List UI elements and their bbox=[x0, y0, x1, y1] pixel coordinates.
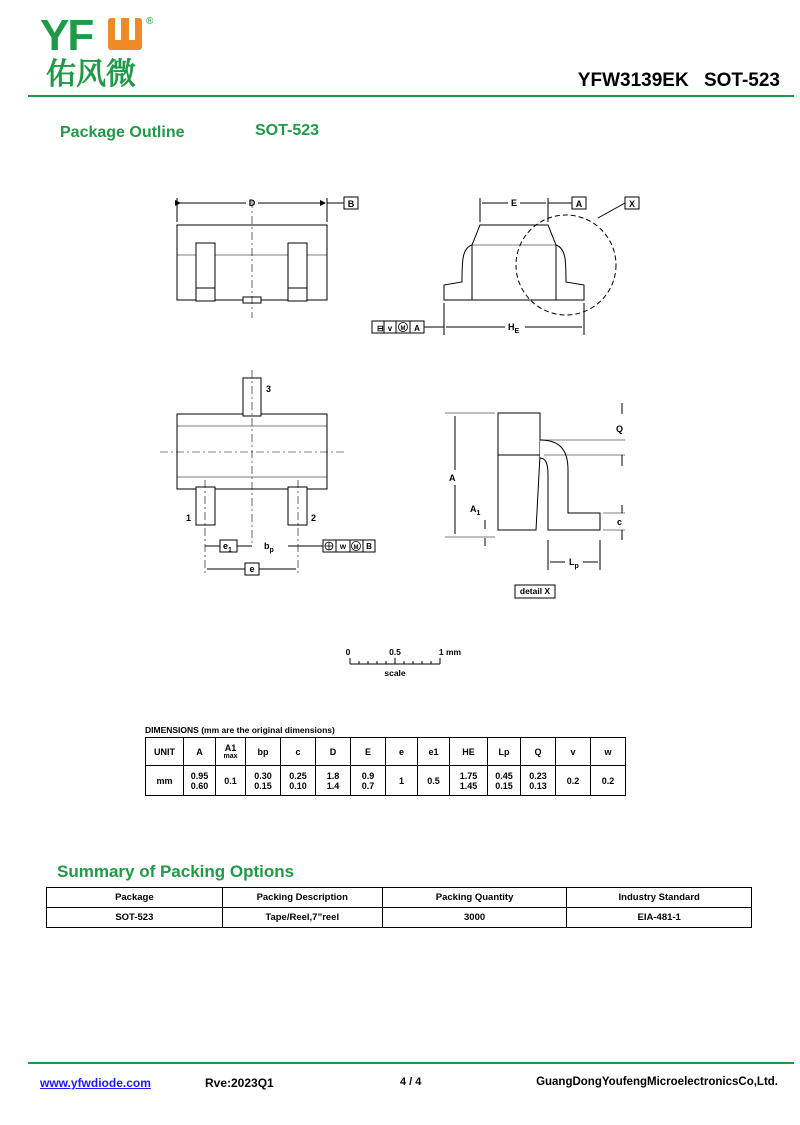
website-link[interactable]: www.yfwdiode.com bbox=[40, 1076, 151, 1090]
value-min: 0.7 bbox=[361, 780, 375, 791]
dimensions-header-row bbox=[146, 738, 626, 766]
datum-a: A bbox=[575, 199, 583, 209]
dim-label-a1: $A_1$ bbox=[470, 504, 481, 517]
value-max: 0.9 bbox=[361, 770, 375, 781]
header-cell: E bbox=[351, 738, 386, 766]
dim-label-he: $H_E$ bbox=[508, 322, 520, 335]
header-a1-label: A1 bbox=[224, 743, 237, 753]
header-cell: e1 bbox=[418, 738, 450, 766]
value-max: 1.75 bbox=[459, 770, 478, 781]
tol-a: A bbox=[414, 324, 420, 333]
value-min: 0.15 bbox=[254, 780, 272, 791]
value-max: 0.23 bbox=[529, 770, 547, 781]
value-min: 0.15 bbox=[495, 780, 513, 791]
header-a1-note: max bbox=[223, 753, 238, 760]
header-cell: Packing Quantity bbox=[382, 888, 567, 908]
logo-chinese: 佑风微 bbox=[46, 58, 136, 90]
value-max: 0.25 bbox=[289, 770, 307, 781]
dimensions-caption: DIMENSIONS (mm are the original dimensions) bbox=[145, 725, 335, 735]
header-cell: bp bbox=[246, 738, 281, 766]
registered-mark: ® bbox=[146, 16, 154, 27]
dim-label-e1: $e_1$ bbox=[223, 541, 232, 554]
side-view bbox=[372, 197, 639, 335]
value-cell bbox=[316, 766, 351, 796]
dim-label-e-pitch: e bbox=[249, 564, 255, 574]
scale-bar bbox=[350, 658, 440, 664]
dim-label-d: D bbox=[248, 198, 256, 208]
value-cell bbox=[351, 766, 386, 796]
dim-label-lp: $L_p$ bbox=[569, 557, 579, 570]
header-cell: Industry Standard bbox=[567, 888, 752, 908]
value-max: 0.45 bbox=[495, 770, 513, 781]
header-cell: v bbox=[556, 738, 591, 766]
detail-ref-x: X bbox=[628, 199, 636, 209]
header-cell: D bbox=[316, 738, 351, 766]
outline-package: SOT-523 bbox=[255, 122, 320, 139]
value-min: 0.13 bbox=[529, 780, 547, 791]
packing-row bbox=[47, 908, 752, 928]
header-cell: HE bbox=[450, 738, 488, 766]
pin-2-label: 2 bbox=[311, 513, 317, 523]
packing-cell: 3000 bbox=[382, 908, 567, 928]
tol-b: B bbox=[366, 542, 372, 551]
value-min: 1.4 bbox=[326, 780, 340, 791]
scale-tick-0: 0 bbox=[345, 647, 351, 657]
header-divider bbox=[28, 95, 794, 97]
dim-label-c: c bbox=[617, 517, 623, 527]
packing-title: Summary of Packing Options bbox=[57, 862, 295, 881]
logo-letters-yf: YF bbox=[40, 11, 93, 60]
value-min: 1.45 bbox=[459, 780, 478, 791]
value-cell bbox=[488, 766, 521, 796]
tol-w: w bbox=[339, 542, 347, 551]
header-cell: A bbox=[184, 738, 216, 766]
footer-divider bbox=[28, 1062, 794, 1064]
packing-table bbox=[46, 887, 752, 928]
header-cell: Lp bbox=[488, 738, 521, 766]
tol-m-side: M bbox=[400, 326, 406, 332]
value-cell bbox=[281, 766, 316, 796]
value-cell: 0.5 bbox=[418, 766, 450, 796]
header-cell: c bbox=[281, 738, 316, 766]
value-cell: 0.2 bbox=[556, 766, 591, 796]
value-max: 0.30 bbox=[254, 770, 272, 781]
value-cell bbox=[184, 766, 216, 796]
packing-cell: Tape/Reel,7”reel bbox=[222, 908, 382, 928]
value-cell bbox=[450, 766, 488, 796]
logo-w-mark bbox=[108, 18, 142, 50]
header-cell: Package bbox=[47, 888, 223, 908]
value-min: 0.10 bbox=[289, 780, 307, 791]
header-cell: UNIT bbox=[146, 738, 184, 766]
company-name: GuangDongYoufengMicroelectronicsCo,Ltd. bbox=[536, 1076, 778, 1088]
parallel-icon: ⊟ bbox=[377, 324, 384, 333]
value-cell: 0.2 bbox=[591, 766, 626, 796]
header-cell: Packing Description bbox=[222, 888, 382, 908]
value-min: 0.60 bbox=[190, 780, 209, 791]
header-cell: w bbox=[591, 738, 626, 766]
dim-label-e: E bbox=[510, 198, 518, 208]
scale-tick-1mm: 1 mm bbox=[438, 647, 462, 657]
dim-label-a: A bbox=[449, 473, 456, 483]
unit-cell: mm bbox=[146, 766, 184, 796]
value-cell bbox=[521, 766, 556, 796]
header-cell: e bbox=[386, 738, 418, 766]
packing-cell: EIA-481-1 bbox=[567, 908, 752, 928]
top-view bbox=[177, 197, 358, 318]
page-number: 4 / 4 bbox=[400, 1076, 422, 1088]
value-cell: 0.1 bbox=[216, 766, 246, 796]
value-cell: 1 bbox=[386, 766, 418, 796]
outline-title: Package Outline bbox=[60, 124, 185, 141]
part-title: YFW3139EK SOT-523 bbox=[577, 70, 780, 91]
datum-b: B bbox=[347, 199, 355, 209]
pin-1-label: 1 bbox=[186, 513, 192, 523]
pin-3-label: 3 bbox=[266, 384, 272, 394]
scale-label: scale bbox=[384, 668, 406, 678]
dimensions-table bbox=[145, 737, 626, 796]
packing-cell: SOT-523 bbox=[47, 908, 223, 928]
package-outline-drawing bbox=[0, 180, 800, 700]
scale-tick-half: 0.5 bbox=[389, 647, 401, 657]
dim-label-q: Q bbox=[616, 424, 624, 434]
revision-label: Rve:2023Q1 bbox=[205, 1076, 274, 1090]
header-cell-a1 bbox=[216, 738, 246, 766]
tol-m-bottom: M bbox=[353, 545, 359, 551]
detail-x-label: detail X bbox=[519, 586, 551, 596]
company-logo bbox=[40, 10, 170, 90]
header-cell: Q bbox=[521, 738, 556, 766]
value-max: 1.8 bbox=[326, 770, 340, 781]
tol-v: v bbox=[387, 324, 393, 333]
packing-header-row bbox=[47, 888, 752, 908]
value-cell bbox=[246, 766, 281, 796]
dim-label-bp: $b_p$ bbox=[264, 541, 274, 554]
dimensions-value-row bbox=[146, 766, 626, 796]
detail-x-view bbox=[445, 403, 625, 598]
value-max: 0.95 bbox=[190, 770, 209, 781]
